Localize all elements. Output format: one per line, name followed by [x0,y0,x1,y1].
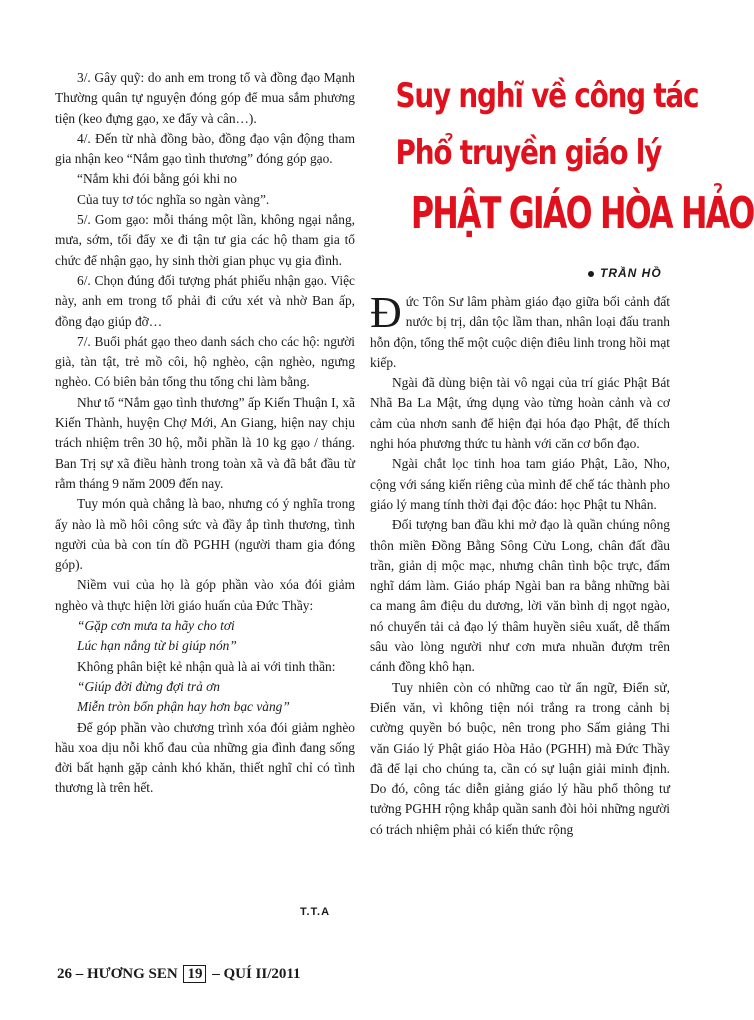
verse-line: Của tuy tơ tóc nghĩa so ngàn vàng”. [77,191,270,207]
article-title-line-3: PHẬT GIÁO HÒA HẢO [410,188,754,239]
issue-number: 19 [183,965,206,983]
paragraph: Không phân biệt kẻ nhận quà là ai với tinh thần: [77,658,336,674]
drop-cap: Đ [370,288,402,337]
quote-line: Lúc hạn nắng từ bi giúp nón” [77,638,237,654]
paragraph: 7/. Buổi phát gạo theo danh sách cho các hộ: người già, tàn tật, trẻ mồ côi, hộ nghèo, cận nghèo, ngưng nghèo. Có biên bản tổng thu tổng chi làm bằng. [55,333,355,390]
signature: T.T.A [300,906,331,918]
paragraph: Niềm vui của họ là góp phần vào xóa đói giảm nghèo và thực hiện lời giáo huấn của Đức Thầy: [55,577,355,613]
paragraph: 6/. Chọn đúng đối tượng phát phiếu nhận gạo. Việc này, anh em trong tổ phải đi cứu xét và nhờ Ban ấp, đồng đạo giúp đỡ… [55,272,355,329]
paragraph: Tuy món quà chẳng là bao, nhưng có ý nghĩa trong ấy nào là mồ hôi công sức và đầy ắp tình thương, tình người của bà con tín đồ PGHH (người tham gia đóng góp). [55,496,355,573]
quote-line: “Gặp cơn mưa ta hãy cho tơi [77,618,235,634]
bullet-icon [588,271,594,277]
paragraph: Như tổ “Nắm gạo tình thương” ấp Kiến Thuận I, xã Kiến Thành, huyện Chợ Mới, An Giang, hiện nay chịu trách nhiệm trên 30 hộ, mỗi phần là 10 kg gạo / tháng. Ban Trị sự xã điều hành trong toàn xã và đã bắt đầu từ rằm tháng 9 năm 2009 đến nay. [55,394,355,491]
right-column [370,288,670,840]
paragraph: Đối tượng ban đầu khi mở đạo là quần chúng nông thôn miền Đồng Bằng Sông Cửu Long, chân đất đầu trần, giản dị mộc mạc, nhưng chân tình bộc trực, đấm nghĩ dám làm. Giáo pháp Ngài ban ra bằng những bài ca mang âm điệu du dương, lời văn bình dị ngọt ngào, nó chuyển tải cả đạo lý thâm huyền siêu xuất, dễ thấm sâu vào lòng người như cơn mưa nhuần đượm trên cánh đồng khô hạn. [370,517,670,675]
paragraph: 3/. Gây quỹ: do anh em trong tổ và đồng đạo Mạnh Thường quân tự nguyện đóng góp để mua sắm phương tiện (keo đựng gạo, xe đẩy và cân…). [55,70,355,126]
article-title-line-1: Suy nghĩ về công tác [395,76,699,116]
quote-line: “Giúp đời đừng đợi trả ơn [77,678,220,694]
paragraph: Tuy nhiên còn có những cao từ ẩn ngữ, Điển sử, Điển văn, vì không tiện nói trắng ra trong cảnh bị cường quyền bó buộc, nên trong pho Sấm giảng Thi văn Giáo lý Phật giáo Hòa Hảo (PGHH) mà Đức Thầy đã để lại cho chúng ta, cần có sự luận giải minh định. Do đó, công tác diễn giảng giáo lý hầu phổ thông tư tưởng PGHH rộng khắp quần sanh đòi hỏi những người có trách nhiệm phải có kiến thức rộng [370,679,670,837]
quote-line: Miễn tròn bổn phận hay hơn bạc vàng” [77,699,290,715]
paragraph: 5/. Gom gạo: mỗi tháng một lần, không ngại nắng, mưa, sớm, tối đẩy xe đi tận tư gia các hộ tham gia tổ chức để nhận gạo, hy sinh thời gian phục vụ gia đình. [55,212,355,268]
paragraph [370,288,670,373]
verse-line: “Nắm khi đói bằng gói khi no [77,171,237,187]
page-footer [57,965,301,983]
paragraph: Để góp phần vào chương trình xóa đói giảm nghèo hầu xoa dịu nỗi khổ đau của những gia đình đang sống đời bất hạnh gặp cảnh khó khăn, thiết nghĩ chỉ có tình thương là trên hết. [55,719,355,796]
left-column [55,68,355,799]
paragraph: Ngài chắt lọc tinh hoa tam giáo Phật, Lão, Nho, cộng với sáng kiến riêng của mình để chế tác thành pho giáo lý mang tính thời đại độc đáo: học Phật tu Nhân. [370,456,670,512]
paragraph: 4/. Đến từ nhà đồng bào, đồng đạo vận động tham gia nhận keo “Nắm gạo tình thương” đóng góp gạo. [55,130,355,167]
author-name: TRẦN HỒ [600,266,662,280]
article-title-line-2: Phổ truyền giáo lý [395,133,662,173]
footer-page: 26 – HƯƠNG SEN [57,966,178,982]
author-byline [588,266,662,280]
paragraph-text: ức Tôn Sư lâm phàm giáo đạo giữa bối cảnh đất nước bị trị, dân tộc lầm than, nhân loại đấu tranh hỗn độn, tổng thể một cuộc diện điêu linh trong hồi mạt kiếp. [370,294,670,370]
footer-quarter: – QUÍ II/2011 [212,966,301,982]
paragraph: Ngài đã dùng biện tài vô ngại của trí giác Phật Bát Nhã Ba La Mật, ứng dụng vào từng hoàn cảnh và cơ cảm của nhơn sanh để hiện đại hóa đạo Phật, để thích nghi hóa phương thức tu hành với căn cơ bổn đạo. [370,375,670,452]
